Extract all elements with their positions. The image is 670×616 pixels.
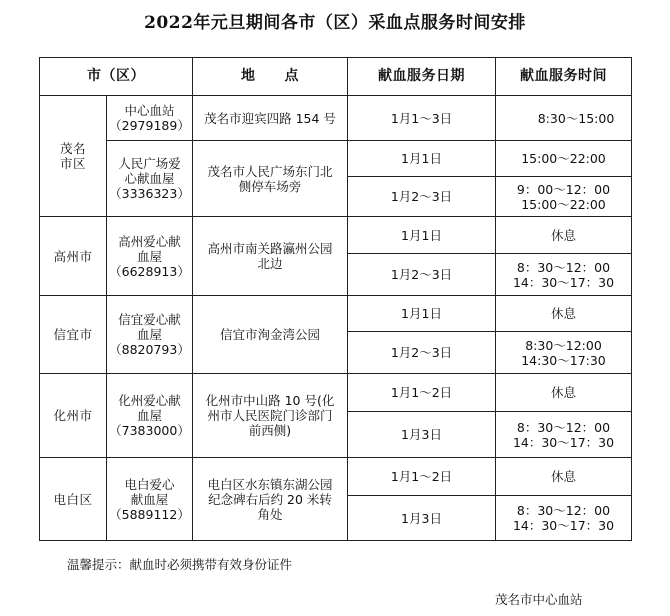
service-time: 8：30～12：00 14：30～17：30: [496, 254, 632, 296]
station-name: 电白爱心 献血屋 （5889112）: [107, 458, 193, 541]
service-date: 1月1日: [348, 296, 496, 332]
service-time: 8:30～15:00: [496, 96, 632, 141]
table-row: [40, 458, 632, 496]
footnote: 温馨提示：献血时必须携带有效身份证件: [67, 557, 293, 572]
header-date: 献血服务日期: [348, 58, 496, 96]
service-time: 休息: [496, 296, 632, 332]
station-location: 电白区水东镇东湖公园 纪念碑右后约 20 米转 角处: [193, 458, 348, 541]
city-name: 高州市: [40, 217, 107, 296]
station-location: 信宜市洵金湾公园: [193, 296, 348, 374]
signature: 茂名市中心血站: [495, 592, 583, 607]
service-time: 8:30～12:00 14:30～17:30: [496, 332, 632, 374]
service-date: 1月1～2日: [348, 458, 496, 496]
station-location: 茂名市人民广场东门北 侧停车场旁: [193, 141, 348, 217]
service-time: 休息: [496, 458, 632, 496]
service-date: 1月1～3日: [348, 96, 496, 141]
header-row: [40, 58, 632, 96]
service-date: 1月3日: [348, 412, 496, 458]
page-title: 2022年元旦期间各市（区）采血点服务时间安排: [144, 13, 526, 33]
city-name: 茂名 市区: [40, 96, 107, 217]
city-name: 电白区: [40, 458, 107, 541]
station-location: 化州市中山路 10 号(化 州市人民医院门诊部门 前西侧): [193, 374, 348, 458]
service-date: 1月2～3日: [348, 177, 496, 217]
service-date: 1月1～2日: [348, 374, 496, 412]
header-city: 市（区）: [40, 58, 193, 96]
service-date: 1月1日: [348, 217, 496, 254]
table-row: [40, 296, 632, 332]
schedule-table: [39, 57, 632, 541]
station-name: 化州爱心献 血屋 （7383000）: [107, 374, 193, 458]
header-time: 献血服务时间: [496, 58, 632, 96]
service-date: 1月2～3日: [348, 254, 496, 296]
table-row: [40, 96, 632, 141]
table-row: [40, 374, 632, 412]
station-location: 茂名市迎宾四路 154 号: [193, 96, 348, 141]
station-name: 信宜爱心献 血屋 （8820793）: [107, 296, 193, 374]
service-time: 休息: [496, 374, 632, 412]
header-location: 地 点: [193, 58, 348, 96]
table-row: [40, 141, 632, 177]
service-time: 8：30～12：00 14：30～17：30: [496, 496, 632, 541]
service-date: 1月1日: [348, 141, 496, 177]
service-date: 1月3日: [348, 496, 496, 541]
service-time: 休息: [496, 217, 632, 254]
service-time: 9：00～12：00 15:00～22:00: [496, 177, 632, 217]
table-row: [40, 217, 632, 254]
station-name: 中心血站 （2979189）: [107, 96, 193, 141]
city-name: 化州市: [40, 374, 107, 458]
service-time: 8：30～12：00 14：30～17：30: [496, 412, 632, 458]
station-name: 高州爱心献 血屋 （6628913）: [107, 217, 193, 296]
service-date: 1月2～3日: [348, 332, 496, 374]
station-name: 人民广场爱 心献血屋 （3336323）: [107, 141, 193, 217]
station-location: 高州市南关路瀛州公园 北边: [193, 217, 348, 296]
service-time: 15:00～22:00: [496, 141, 632, 177]
city-name: 信宜市: [40, 296, 107, 374]
